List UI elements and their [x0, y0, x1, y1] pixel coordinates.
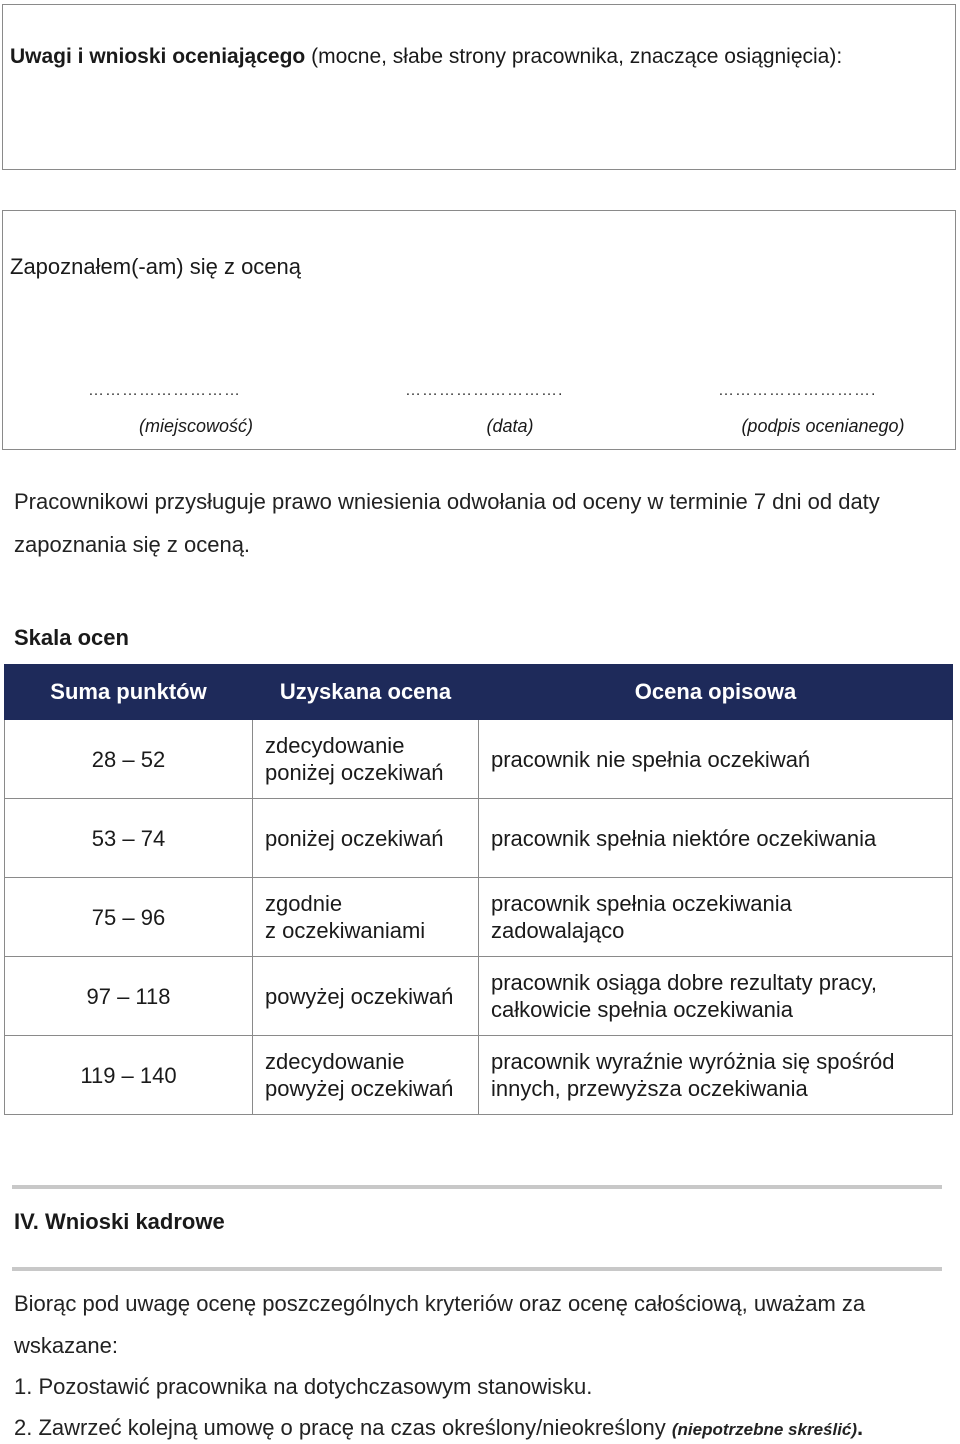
grade-cell — [253, 720, 479, 799]
points-cell: 119 – 140 — [5, 1036, 253, 1115]
header-grade: Uzyskana ocena — [253, 665, 479, 720]
grade-line: poniżej oczekiwań — [265, 825, 444, 851]
date-label: (data) — [486, 416, 534, 436]
description-line: pracownik osiąga dobre rezultaty pracy, — [491, 970, 878, 995]
signature-dotted-line[interactable]: ………………………. — [718, 382, 877, 399]
conclusion-item-2-note: (niepotrzebne skreślić) — [671, 1420, 858, 1439]
points-cell: 53 – 74 — [5, 799, 253, 878]
table-row — [5, 878, 953, 957]
conclusion-item-1: 1. Pozostawić pracownika na dotychczasowym stanowisku. — [14, 1374, 593, 1399]
place-label: (miejscowość) — [138, 416, 253, 436]
grade-line: zgodnie — [265, 891, 343, 916]
grade-cell — [253, 1036, 479, 1115]
conclusion-intro-line-1: Biorąc pod uwagę ocenę poszczególnych kryteriów oraz ocenę całościową, uważam za — [14, 1291, 866, 1316]
header-points: Suma punktów — [5, 665, 253, 720]
appeal-line-1: Pracownikowi przysługuje prawo wniesienia odwołania od oceny w terminie 7 dni od daty — [14, 489, 880, 514]
acknowledgement-text: Zapoznałem(-am) się z oceną — [10, 254, 302, 279]
description-cell — [479, 799, 953, 878]
description-line: pracownik nie spełnia oczekiwań — [491, 746, 811, 772]
conclusion-intro-line-2: wskazane: — [14, 1333, 118, 1358]
points-cell: 97 – 118 — [5, 957, 253, 1036]
description-line: pracownik spełnia niektóre oczekiwania — [491, 825, 877, 851]
grade-cell — [253, 957, 479, 1036]
description-line: pracownik spełnia oczekiwania — [491, 891, 792, 916]
scale-title: Skala ocen — [14, 625, 129, 650]
table-row — [5, 1036, 953, 1115]
conclusion-item-2-end: . — [857, 1415, 864, 1440]
description-line: zadowalająco — [491, 918, 625, 943]
section-divider-top — [12, 1185, 942, 1189]
grade-line: powyżej oczekiwań — [265, 1076, 454, 1101]
points-cell: 28 – 52 — [5, 720, 253, 799]
description-cell — [479, 957, 953, 1036]
signature-label: (podpis ocenianego) — [741, 416, 905, 436]
description-cell — [479, 1036, 953, 1115]
header-description: Ocena opisowa — [479, 665, 953, 720]
section-iv-title: IV. Wnioski kadrowe — [14, 1209, 225, 1234]
description-cell — [479, 878, 953, 957]
description-line: innych, przewyższa oczekiwania — [491, 1076, 808, 1101]
remarks-box[interactable] — [2, 4, 956, 170]
remarks-label — [10, 45, 842, 69]
place-dotted-line[interactable]: ……………………… — [88, 382, 241, 399]
acknowledgement-box[interactable] — [2, 210, 956, 450]
scale-table — [4, 664, 953, 1115]
grade-cell — [253, 878, 479, 957]
description-cell — [479, 720, 953, 799]
table-row — [5, 720, 953, 799]
grade-line: poniżej oczekiwań — [265, 760, 444, 785]
grade-line: z oczekiwaniami — [265, 918, 426, 943]
scale-header-row — [5, 665, 953, 720]
grade-cell — [253, 799, 479, 878]
date-dotted-line[interactable]: ………………………. — [405, 382, 564, 399]
description-line: pracownik wyraźnie wyróżnia się spośród — [491, 1049, 895, 1074]
section-divider-bottom — [12, 1267, 942, 1271]
conclusion-item-2 — [14, 1415, 863, 1441]
table-row — [5, 799, 953, 878]
grade-line: powyżej oczekiwań — [265, 983, 454, 1009]
table-row — [5, 957, 953, 1036]
description-line: całkowicie spełnia oczekiwania — [491, 997, 794, 1022]
remarks-label-rest: (mocne, słabe strony pracownika, znaczące osiągnięcia): — [305, 45, 843, 68]
conclusion-item-2-text: 2. Zawrzeć kolejną umowę o pracę na czas określony/nieokreślony — [14, 1415, 672, 1440]
grade-line: zdecydowanie — [265, 1049, 405, 1074]
remarks-label-bold: Uwagi i wnioski oceniającego — [10, 45, 306, 68]
grade-line: zdecydowanie — [265, 733, 405, 758]
points-cell: 75 – 96 — [5, 878, 253, 957]
appeal-line-2: zapoznania się z oceną. — [14, 532, 251, 557]
